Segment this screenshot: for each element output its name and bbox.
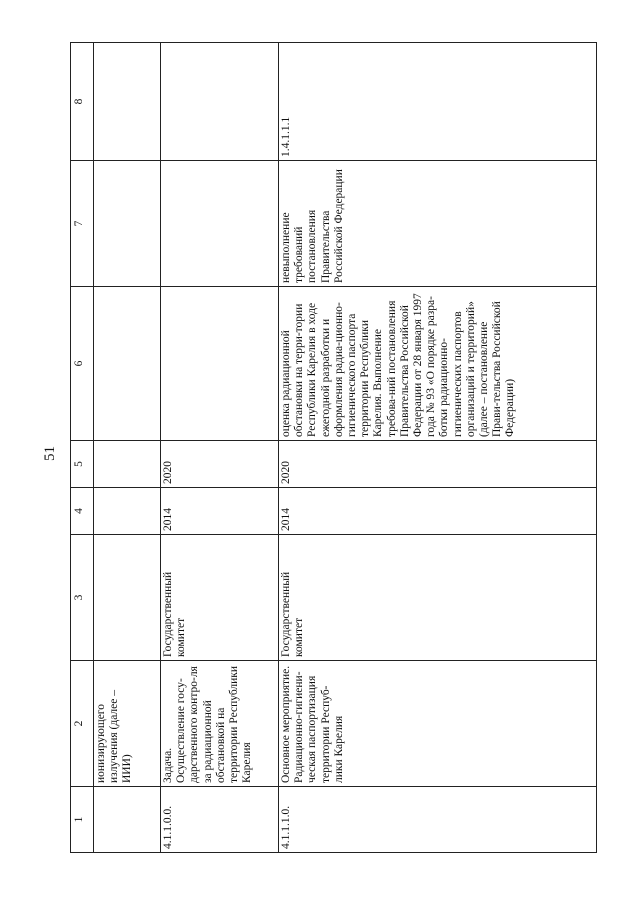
start-year: 2014 [161, 488, 279, 535]
end-year: 2020 [161, 441, 279, 488]
column-number: 4 [71, 488, 94, 535]
page-number: 51 [41, 445, 58, 461]
table-row [94, 43, 161, 853]
row-code: 4.1.1.0.0. [161, 787, 279, 853]
expected-result: оценка радиационной обстановки на терри-тории Республики Карелия в ходе ежегодной разработки и оформления радиа-ционно-гигиенического паспорта территории Республики Карелия. Выполнение требова-ний постановления Правительства Российской Федерации от 28 января 1997 года № 93 «О порядке разра-ботки радиационно-гигиенических паспортов организаций и территорий» (далее – постановление Прави-тельства Российской Федерации) [279, 287, 597, 441]
column-number: 8 [71, 43, 94, 161]
expected-result [161, 287, 279, 441]
rotated-table-container [70, 43, 610, 853]
table-row [279, 43, 597, 853]
indicator-link [161, 43, 279, 161]
program-table [70, 42, 597, 853]
start-year [94, 488, 161, 535]
row-name: ионизирующего излучения (далее – ИИИ) [94, 661, 161, 787]
expected-result [94, 287, 161, 441]
consequences [94, 161, 161, 287]
row-name: Основное мероприятие. Радиационно-гигиени-ческая паспортизация территории Респуб-лики Карелия [279, 661, 597, 787]
end-year: 2020 [279, 441, 597, 488]
row-code [94, 787, 161, 853]
responsible-executor: Государственный комитет [161, 535, 279, 661]
column-number: 2 [71, 661, 94, 787]
column-number: 5 [71, 441, 94, 488]
column-number: 3 [71, 535, 94, 661]
end-year [94, 441, 161, 488]
consequences: невыполнение требований постановления Правительства Российской Федерации [279, 161, 597, 287]
column-number: 1 [71, 787, 94, 853]
responsible-executor [94, 535, 161, 661]
indicator-link [94, 43, 161, 161]
responsible-executor: Государственный комитет [279, 535, 597, 661]
column-number: 6 [71, 287, 94, 441]
column-number-row [71, 43, 94, 853]
row-name: Задача. Осуществление госу-дарственного контро-ля за радиационной обстановкой на территории Республики Карелия [161, 661, 279, 787]
column-number: 7 [71, 161, 94, 287]
row-code: 4.1.1.1.0. [279, 787, 597, 853]
start-year: 2014 [279, 488, 597, 535]
consequences [161, 161, 279, 287]
table-row [161, 43, 279, 853]
indicator-link: 1.4.1.1.1 [279, 43, 597, 161]
